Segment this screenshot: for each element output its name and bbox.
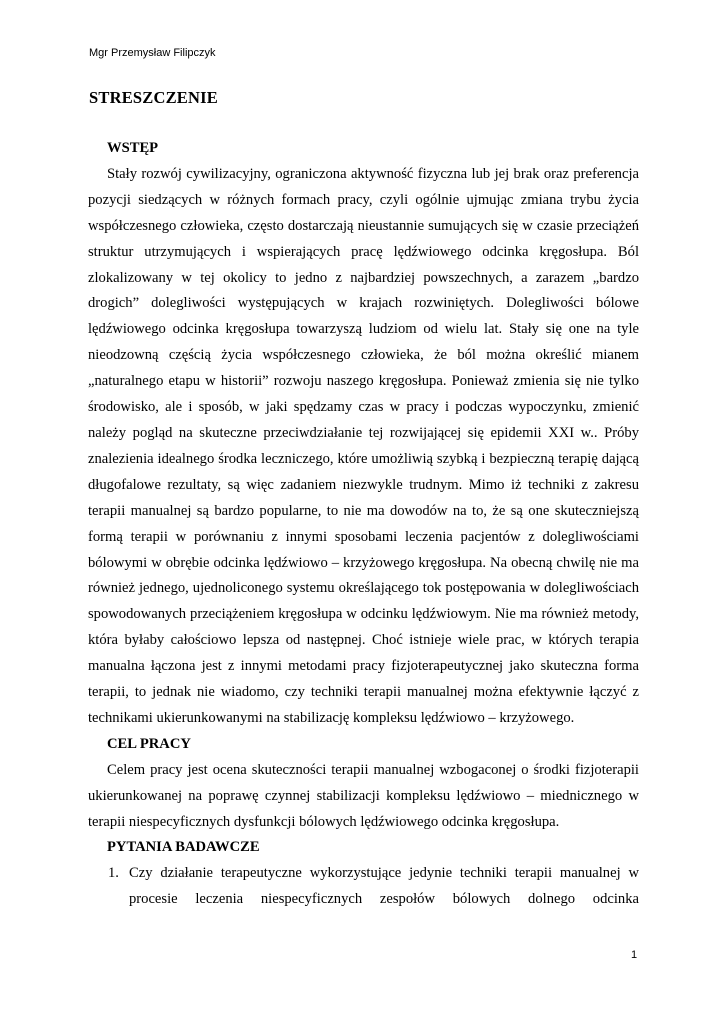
section-heading-intro: WSTĘP <box>107 140 159 156</box>
document-body <box>88 136 639 913</box>
page-header-author: Mgr Przemysław Filipczyk <box>89 47 216 59</box>
paragraph-aim: Celem pracy jest ocena skuteczności terapii manualnej wzbogaconej o środki fizjoterapii ukierunkowanej na poprawę czynnej stabilizacji kompleksu lędźwiowo – miednicznego w terapii niespecyficznych dysfunkcji bólowych lędźwiowego odcinka kręgosłupa. <box>88 761 639 830</box>
list-item <box>88 861 639 913</box>
section-heading-aim: CEL PRACY <box>107 735 191 752</box>
question-text: Czy działanie terapeutyczne wykorzystujące jedynie techniki terapii manualnej w procesie leczenia niespecyficznych zespołów bólowych dolnego odcinka <box>129 865 639 908</box>
research-questions-list <box>88 861 639 913</box>
document-title: STRESZCZENIE <box>89 88 218 107</box>
paragraph-intro: Stały rozwój cywilizacyjny, ograniczona aktywność fizyczna lub jej brak oraz preferencja pozycji siedzących w różnych formach pracy, czyli ogólnie ujmując zmiana trybu życia współczesnego człowieka, często dostarczają nieustannie sumujących się w czasie przeciążeń struktur utrzymujących i wspierających pracę lędźwiowego odcinka kręgosłupa. Ból zlokalizowany w tej okolicy to jedno z najbardziej powszechnych, a zarazem „bardzo drogich” dolegliwości występujących w krajach rozwiniętych. Dolegliwości bólowe lędźwiowego odcinka kręgosłupa towarzyszą ludziom od wielu lat. Stały się one na tyle nieodzowną częścią życia współczesnego człowieka, że ból można określić mianem „naturalnego etapu w historii” rozwoju naszego kręgosłupa. Ponieważ zmienia się nie tylko środowisko, ale i sposób, w jaki spędzamy czas w pracy i podczas wypoczynku, zmienić należy pogląd na skuteczne przeciwdziałanie tej rozwijającej się epidemii XXI w.. Próby znalezienia idealnego środka leczniczego, które umożliwią szybką i bezpieczną terapię dającą długofalowe rezultaty, są więc zadaniem niezwykle trudnym. Mimo iż techniki z zakresu terapii manualnej są bardzo popularne, to nie ma dowodów na to, że są one skuteczniejszą formą terapii w porównaniu z innymi sposobami leczenia pacjentów z dolegliwościami bólowymi w obrębie odcinka lędźwiowo – krzyżowego kręgosłupa. Na obecną chwilę nie ma również jednego, ujednoliconego systemu określającego tok postępowania w dolegliwościach spowodowanych przeciążeniem kręgosłupa w odcinku lędźwiowym. Nie ma również metody, która byłaby całościowo lepsza od następnej. Choć istnieje wiele prac, w których terapia manualna łączona jest z innymi metodami pracy fizjoterapeutycznej jako skuteczna forma terapii, to jednak nie wiadomo, czy techniki terapii manualnej można efektywnie łączyć z technikami ukierunkowanymi na stabilizację kompleksu lędźwiowo – krzyżowego. <box>88 165 639 726</box>
page-number: 1 <box>631 949 638 961</box>
section-heading-questions: PYTANIA BADAWCZE <box>107 839 260 856</box>
question-number: 1. <box>108 865 119 882</box>
